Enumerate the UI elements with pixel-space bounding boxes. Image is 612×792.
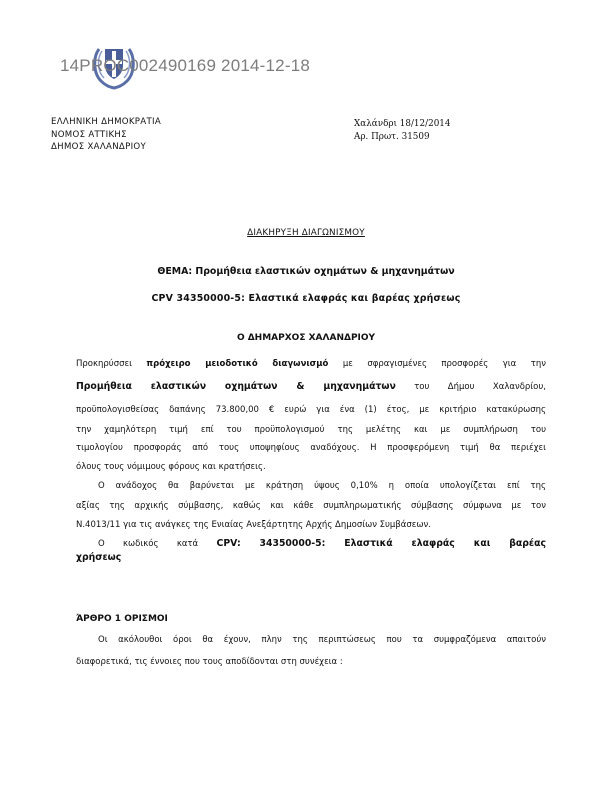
date-protocol-block — [354, 118, 450, 143]
paragraph-line: χρήσεως — [76, 552, 122, 563]
paragraph-line: προϋπολογισθείσας δαπάνης 73.800,00 € ευρώ για ένα (1) έτος, με κριτήριο κατακύρωσης — [76, 405, 546, 415]
paragraph-line: Προκηρύσσει πρόχειρο μειοδοτικό διαγωνισμό με σφραγισμένες προσφορές για την — [76, 359, 546, 369]
authority-line: ΔΗΜΟΣ ΧΑΛΑΝΔΡΙΟΥ — [51, 142, 147, 152]
paragraph-line: Ο κωδικός κατά CPV: 34350000-5: Ελαστικά ελαφράς και βαρέας — [98, 538, 546, 549]
protocol-number: Αρ. Πρωτ. 31509 — [354, 131, 430, 142]
document-date: Χαλάνδρι 18/12/2014 — [354, 119, 451, 129]
authority-line: ΕΛΛΗΝΙΚΗ ΔΗΜΟΚΡΑΤΙΑ — [51, 117, 162, 127]
paragraph-line: τιμολογίου προσφοράς από τους υποψηφίους αναδόχους. Η προσφερόμενη τιμή θα περιέχει — [76, 443, 546, 453]
paragraph-line: Οι ακόλουθοι όροι θα έχουν, πλην της περιπτώσεως που τα συμφραζόμενα απαιτούν — [98, 635, 546, 645]
issuing-authority — [51, 116, 161, 154]
paragraph-line: Προμήθεια ελαστικών οχημάτων & μηχανημάτων του Δήμου Χαλανδρίου, — [76, 381, 546, 392]
paragraph-line: Ο ανάδοχος θα βαρύνεται με κράτηση ύψους 0,10% η οποία υπολογίζεται επί της — [98, 481, 546, 491]
mayor-heading: Ο ΔΗΜΑΡΧΟΣ ΧΑΛΑΝΔΡΙΟΥ — [236, 333, 376, 343]
subject-line: ΘΕΜΑ: Προμήθεια ελαστικών οχημάτων & μηχανημάτων — [157, 266, 455, 277]
cpv-line: CPV 34350000-5: Ελαστικά ελαφράς και βαρέας χρήσεως — [151, 293, 461, 304]
paragraph-line: Ν.4013/11 για τις ανάγκες της Ενιαίας Ανεξάρτητης Αρχής Δημοσίων Συμβάσεων. — [76, 520, 431, 530]
paragraph-line: όλους τους νόμιμους φόρους και κρατήσεις. — [76, 462, 266, 472]
document-id-watermark: 14PROC002490169 2014-12-18 — [60, 56, 310, 75]
article-heading: ΆΡΘΡΟ 1 ΟΡΙΣΜΟΙ — [76, 614, 168, 624]
paragraph-line: αξίας της αρχικής σύμβασης, καθώς και κάθε συμπληρωματικής σύμβασης σύμφωνα με τον — [76, 501, 546, 511]
paragraph-line: διαφορετικά, τις έννοιες που τους αποδίδονται στη συνέχεια : — [76, 657, 343, 667]
document-title: ΔΙΑΚΗΡΥΞΗ ΔΙΑΓΩΝΙΣΜΟΥ — [247, 228, 365, 238]
authority-line: ΝΟΜΟΣ ΑΤΤΙΚΗΣ — [51, 129, 127, 140]
paragraph-line: την χαμηλότερη τιμή επί του προϋπολογισμού της μελέτης και με συμπλήρωση του — [76, 425, 546, 435]
